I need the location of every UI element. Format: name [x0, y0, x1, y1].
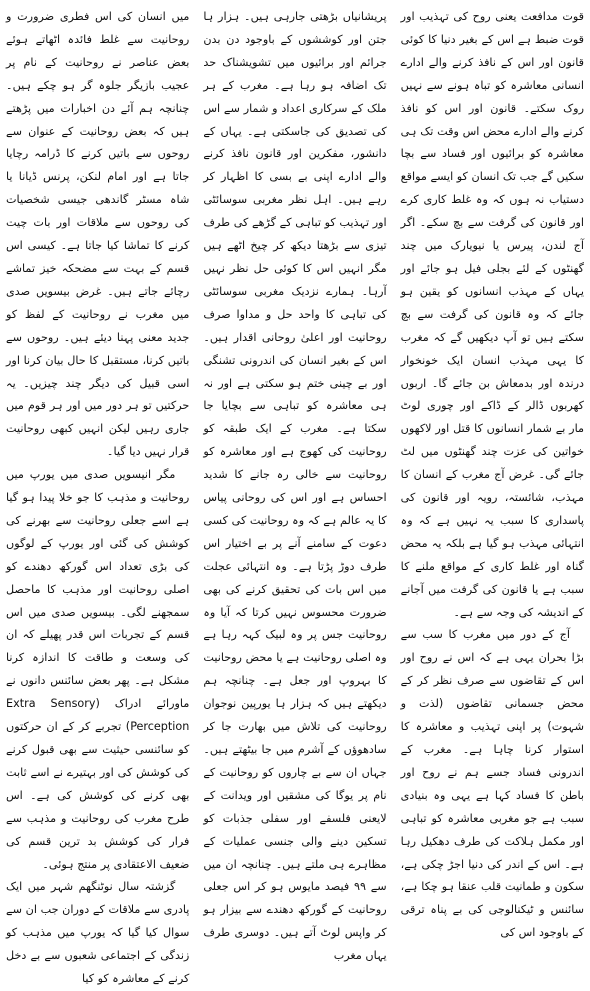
- column-right: [400, 6, 584, 940]
- column-right-paragraph-1: قوت مدافعت یعنی روح کی تہذیب اور قوت ضبط ہے اس کے بغیر دنیا کا کوئی قانون اور اس کے نافذ کرنے والے ادارے انسانی معاشرہ کو تباہ ہونے سے نہیں روک سکتے۔ قانون اور اس کو نافذ کرنے والے ادارے محض اس وقت تک ہی معاشرہ کو برائیوں اور فساد سے بچا سکیں گے جب تک انسان کو ایسے مواقع دستیاب نہ ہوں کہ وہ غلط کاری کرے اور قانون کی گرفت سے بچ سکے۔ اگر آج لندن، پیرس یا نیویارک میں چند گھنٹوں کے لئے بجلی فیل ہو جائے اور یہاں کے مہذب انسانوں کو یقین ہو جائے کہ وہ قانون کی گرفت سے بچ سکتے ہیں تو آپ دیکھیں گے کہ مغرب کا یہی مہذب انسان ایک خونخوار درندہ اور بدمعاش بن جائے گا۔ اربوں کھربوں ڈالر کے ڈاکے اور چوری لوٹ مار بے شمار انسانوں کا قتل اور لاکھوں خواتین کی عزت چند گھنٹوں میں لٹ جائے گی۔ غرض آج مغرب کے انسان کا مہذب، شائستہ، رویہ اور قانون کی پاسداری کا سبب یہ نہیں ہے کہ وہ انتہائی مہذب ہو گیا ہے بلکہ یہ محض گناہ اور غلط کاری کے مواقع ملنے کا سبب ہے یا قانون کی گرفت میں آجانے کے اندیشہ کی وجہ سے ہے۔: [400, 10, 584, 619]
- column-middle: [203, 6, 387, 963]
- newspaper-page: [6, 6, 584, 986]
- column-left-paragraph-2: مگر انیسویں صدی میں یورپ میں روحانیت و مذہب کا جو خلا پیدا ہو گیا ہے اسے جعلی روحانیت سے بھرنے کی کوشش کی گئی اور یورپ کے لوگوں کی بڑی تعداد اس گورکھ دھندے کو اصلی روحانیت اور مذہب کا ماحصل سمجھنے لگی۔ بیسویں صدی میں اس قسم کے تجربات اس قدر پھیلے کہ ان کی وسعت و طاقت کا اندازہ کرنا مشکل ہے۔ پھر بعض سائنس دانوں نے ماورائے ادراک (Extra Sensory Perception) تجربے کر کے ان حرکتوں کو سائنسی حیثیت سے بھی قبول کرنے کی کوشش کی اور بہتیرے نے اسے ثابت بھی کرنے کی کوشش کی ہے۔ اس طرح مغرب کی روحانیت و مذہب سے فرار کی کوشش بد ترین قسم کی ضعیف الاعتقادی پر منتج ہوئی۔: [6, 468, 190, 871]
- column-left-paragraph-1: میں انسان کی اس فطری ضرورت و روحانیت سے غلط فائدہ اٹھاتے ہوئے بعض عناصر نے روحانیت کے نام پر عجیب بازیگر جلوہ گر ہو چکے ہیں۔ چنانچہ ہم آئے دن اخبارات میں پڑھتے ہیں کہ بعض روحانیت کے عنوان سے روحوں سے باتیں کرنے کا ڈرامہ رچایا جاتا ہے اور امام لنکن، پرنس ڈیانا یا شاہ مسٹر گاندھی جیسی شخصیات کی روحوں سے ملاقات اور بات چیت کرنے کا تماشا کیا جاتا ہے۔ کیسی اس قسم کے بہت سے مضحکہ خیز تماشے رچائے جاتے ہیں۔ غرض بیسویں صدی میں مغرب نے روحانیت کے لفظ کو جدید معنی پہنا دیئے ہیں۔ روحوں سے باتیں کرنا، مستقبل کا حال بیان کرنا اور اسی قبیل کی دیگر چند چیزیں۔ یہ حرکتیں تو ہر دور میں اور ہر قوم میں جاری رہیں لیکن انہیں کبھی روحانیت قرار نہیں دیا گیا۔: [6, 10, 190, 459]
- column-left: [6, 6, 190, 986]
- column-left-paragraph-3: گزشتہ سال نوٹنگھم شہر میں ایک پادری سے ملاقات کے دوران جب ان سے سوال کیا گیا کہ یورپ میں مذہب کو زندگی کے اجتماعی شعبوں سے بے دخل کرنے کے معاشرہ کو کیا: [6, 880, 190, 986]
- column-middle-paragraph-1: پریشانیاں بڑھتی جارہی ہیں۔ ہزار ہا جتن اور کوششوں کے باوجود دن بدن جرائم اور برائیوں میں تشویشناک حد تک اضافہ ہو رہا ہے۔ مغرب کے ہر ملک کے سرکاری اعداد و شمار سے اس کی تصدیق کی جاسکتی ہے۔ یہاں کے دانشور، مفکرین اور قانون نافذ کرنے والے ادارے اپنی بے بسی کا اظہار کر رہے ہیں۔ اہل نظر مغربی سوسائٹی اور تہذیب کو تباہی کے گڑھے کی طرف تیزی سے بڑھتا دیکھ کر چیخ اٹھے ہیں مگر انہیں اس کا کوئی حل نظر نہیں آرہا۔ ہمارے نزدیک مغربی سوسائٹی کی تباہی کا واحد حل و مداوا صرف روحانیت اور اعلیٰ روحانی اقدار ہیں۔ اس کے بغیر انسان کی اندرونی تشنگی اور بے چینی ختم ہو سکتی ہے اور نہ ہی معاشرہ کو تباہی سے بچایا جا سکتا ہے۔ مغرب کے ایک طبقہ کو روحانیت کی کھوج ہے اور معاشرہ کو روحانیت سے خالی رہ جانے کا شدید احساس ہے اور اس کی روحانی پیاس کا یہ عالم ہے کہ وہ روحانیت کی کسی دعوت کے سامنے آنے پر بے اختیار اس طرف دوڑ پڑتا ہے۔ وہ انتہائی عجلت میں اس بات کی تحقیق کرنے کی بھی ضرورت محسوس نہیں کرتا کہ آیا وہ روحانیت جس پر وہ لبیک کہہ رہا ہے وہ اصلی روحانیت ہے یا محض روحانیت کا بہروپ اور جعل ہے۔ چنانچہ ہم دیکھتے ہیں کہ ہزار ہا یورپین نوجوان روحانیت کی تلاش میں بھارت جا کر سادھوؤں کے آشرم میں جا بیٹھتے ہیں۔ جہاں ان سے بے چاروں کو روحانیت کے نام پر یوگا کی مشقیں اور ویدانت کے لایعنی فلسفے اور سفلی جذبات کو تسکین دینے والی جنسی عملیات کے مظاہرے ہی ملتے ہیں۔ چنانچہ ان میں سے ۹۹ فیصد مایوس ہو کر اس جعلی روحانیت کے گورکھ دھندے سے بیزار ہو کر واپس لوٹ آتے ہیں۔ دوسری طرف یہاں مغرب: [203, 10, 387, 963]
- column-right-paragraph-2: آج کے دور میں مغرب کا سب سے بڑا بحران یہی ہے کہ اس نے روح اور اس کے تقاضوں سے صرف نظر کر کے محض جسمانی تقاضوں (لذت و شہوت) پر اپنی تہذیب و معاشرہ کا استوار کرنا چاہا ہے۔ مغرب کے اندرونی فساد جسے ہم نے روح اور باطن کا فساد کہا ہے یہی وہ بنیادی سبب ہے جو مغربی معاشرہ کو تباہی اور مکمل ہلاکت کی طرف دھکیل رہا ہے۔ اس کے اندر کی دنیا اجڑ چکی ہے، سکون و طمانیت قلب عنقا ہو چکا ہے، سائنس و ٹیکنالوجی کی بے پناہ ترقی کے باوجود اس کی: [400, 628, 584, 940]
